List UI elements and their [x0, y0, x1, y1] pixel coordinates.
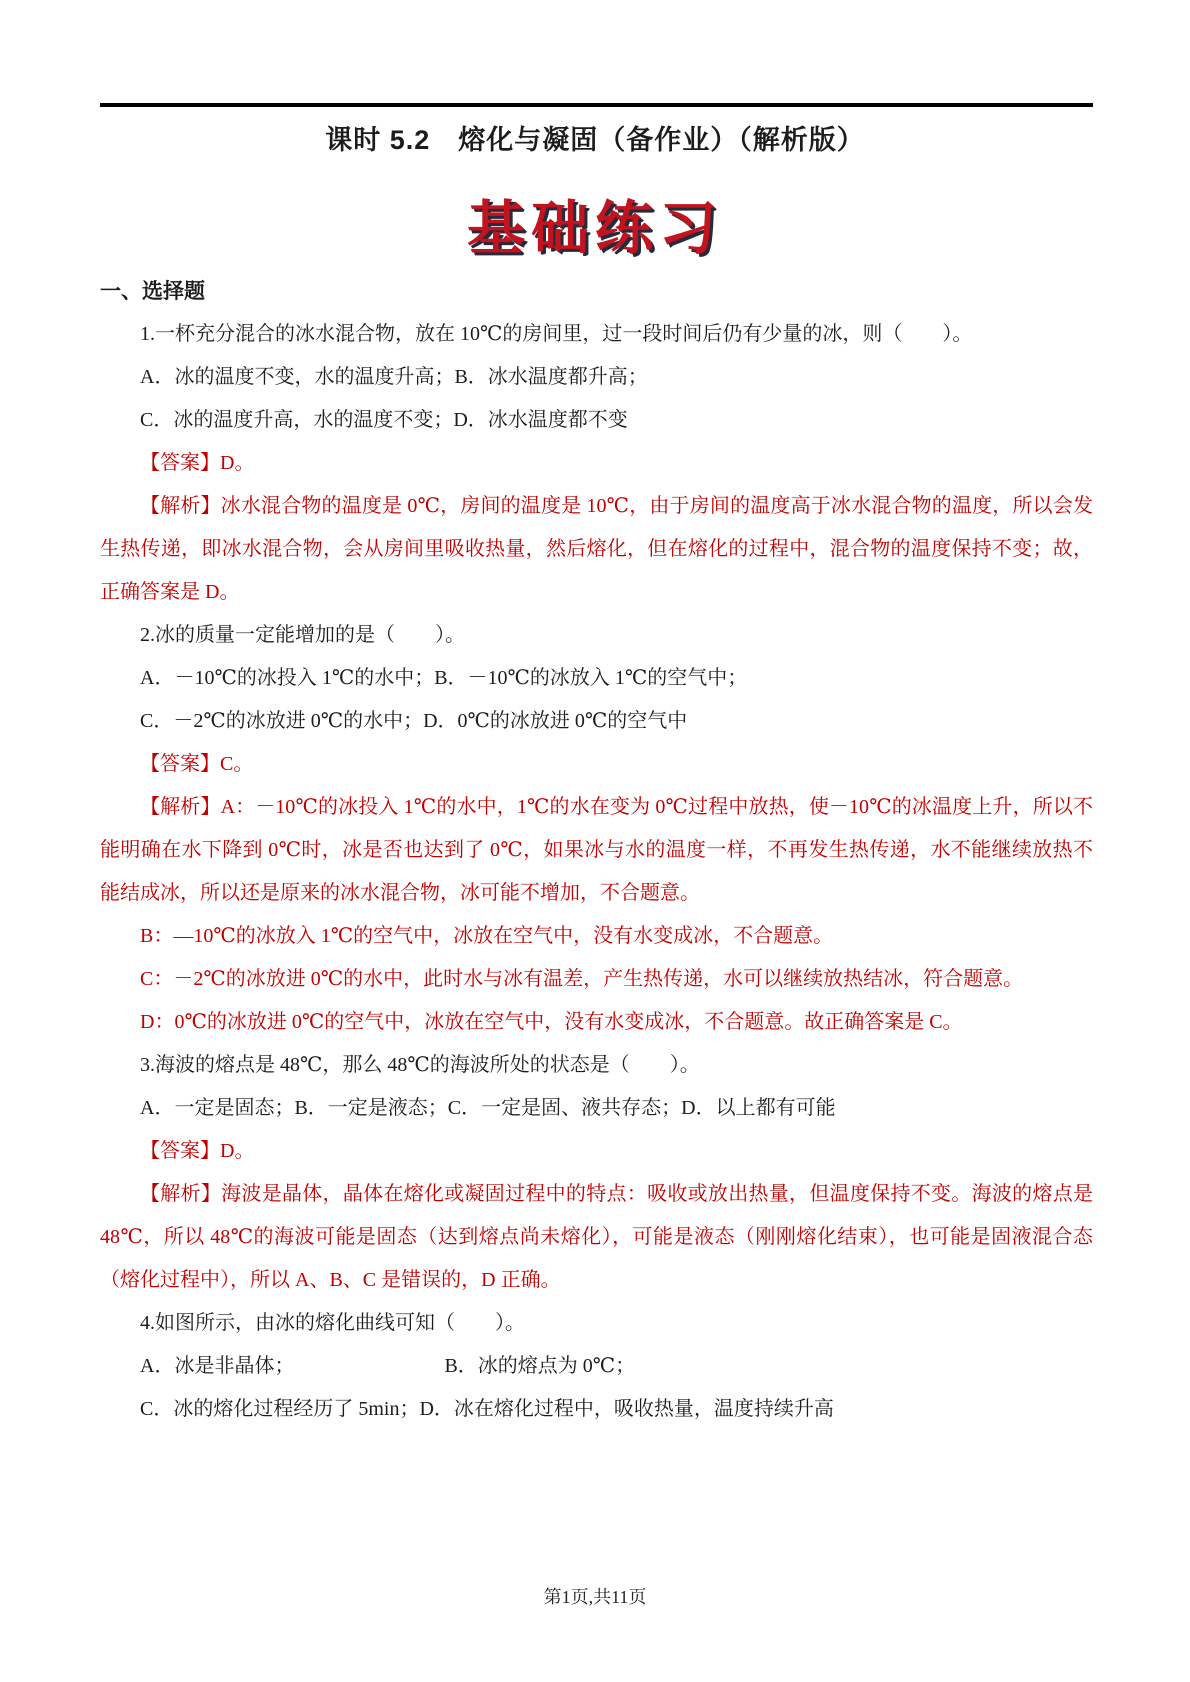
q3-options: A．一定是固态；B．一定是液态；C．一定是固、液共存态；D．以上都有可能: [140, 1097, 836, 1119]
q1-analysis: 【解析】冰水混合物的温度是 0℃，房间的温度是 10℃，由于房间的温度高于冰水混合物的温度，所以会发生热传递，即冰水混合物，会从房间里吸收热量，然后熔化，但在熔化的过程中，混合物的温度保持不变；故，正确答案是 D。: [100, 495, 1093, 603]
section-heading: 一、选择题: [100, 280, 205, 303]
q3-answer: 【答案】D。: [140, 1140, 255, 1162]
q1-text: 1.一杯充分混合的冰水混合物，放在 10℃的房间里，过一段时间后仍有少量的冰，则（ ）。: [140, 323, 973, 345]
q4-option-ab: A．冰是非晶体； B．冰的熔点为 0℃；: [140, 1355, 636, 1377]
q1-answer: 【答案】D。: [140, 452, 255, 474]
q2-analysis-d: D：0℃的冰放进 0℃的空气中，冰放在空气中，没有水变成冰，不合题意。故正确答案是 C。: [140, 1011, 963, 1033]
q1-option-ab: A．冰的温度不变，水的温度升高；B．冰水温度都升高；: [140, 366, 648, 388]
exercise-content: [100, 270, 1093, 1431]
q4-text: 4.如图所示，由冰的熔化曲线可知（ ）。: [140, 1312, 525, 1334]
q1-option-cd: C．冰的温度升高，水的温度不变；D．冰水温度都不变: [140, 409, 628, 431]
q2-analysis-c: C：－2℃的冰放进 0℃的水中，此时水与冰有温差，产生热传递，水可以继续放热结冰，符合题意。: [140, 968, 1024, 990]
q4-option-cd: C．冰的熔化过程经历了 5min；D．冰在熔化过程中，吸收热量，温度持续升高: [140, 1398, 834, 1420]
doc-title: 课时 5.2 熔化与凝固（备作业）（解析版）: [325, 125, 865, 155]
q2-answer: 【答案】C。: [140, 753, 254, 775]
banner-title: 基础练习: [466, 196, 723, 261]
q2-analysis-a: 【解析】A：－10℃的冰投入 1℃的水中，1℃的水在变为 0℃过程中放热，使－10℃的冰温度上升，所以不能明确在水下降到 0℃时，冰是否也达到了 0℃，如果冰与水的温度一样，不再发生热传递，水不能继续放热不能结成冰，所以还是原来的冰水混合物，冰可能不增加，不合题意。: [100, 796, 1093, 904]
paragraph-list: [100, 313, 1093, 1431]
q3-analysis: 【解析】海波是晶体，晶体在熔化或凝固过程中的特点：吸收或放出热量，但温度保持不变。海波的熔点是 48℃，所以 48℃的海波可能是固态（达到熔点尚未熔化），可能是液态（刚刚熔化结束），也可能是固液混合态（熔化过程中），所以 A、B、C 是错误的，D 正确。: [100, 1183, 1093, 1291]
q2-analysis-b: B：—10℃的冰放入 1℃的空气中，冰放在空气中，没有水变成冰，不合题意。: [140, 925, 834, 947]
header-rule: [100, 103, 1093, 107]
q3-text: 3.海波的熔点是 48℃，那么 48℃的海波所处的状态是（ ）。: [140, 1054, 700, 1076]
q2-text: 2.冰的质量一定能增加的是（ ）。: [140, 624, 465, 646]
q2-option-cd: C．－2℃的冰放进 0℃的水中；D．0℃的冰放进 0℃的空气中: [140, 710, 688, 732]
q2-option-ab: A．－10℃的冰投入 1℃的水中；B．－10℃的冰放入 1℃的空气中；: [140, 667, 748, 689]
page-footer: 第1页,共11页: [543, 1587, 647, 1607]
